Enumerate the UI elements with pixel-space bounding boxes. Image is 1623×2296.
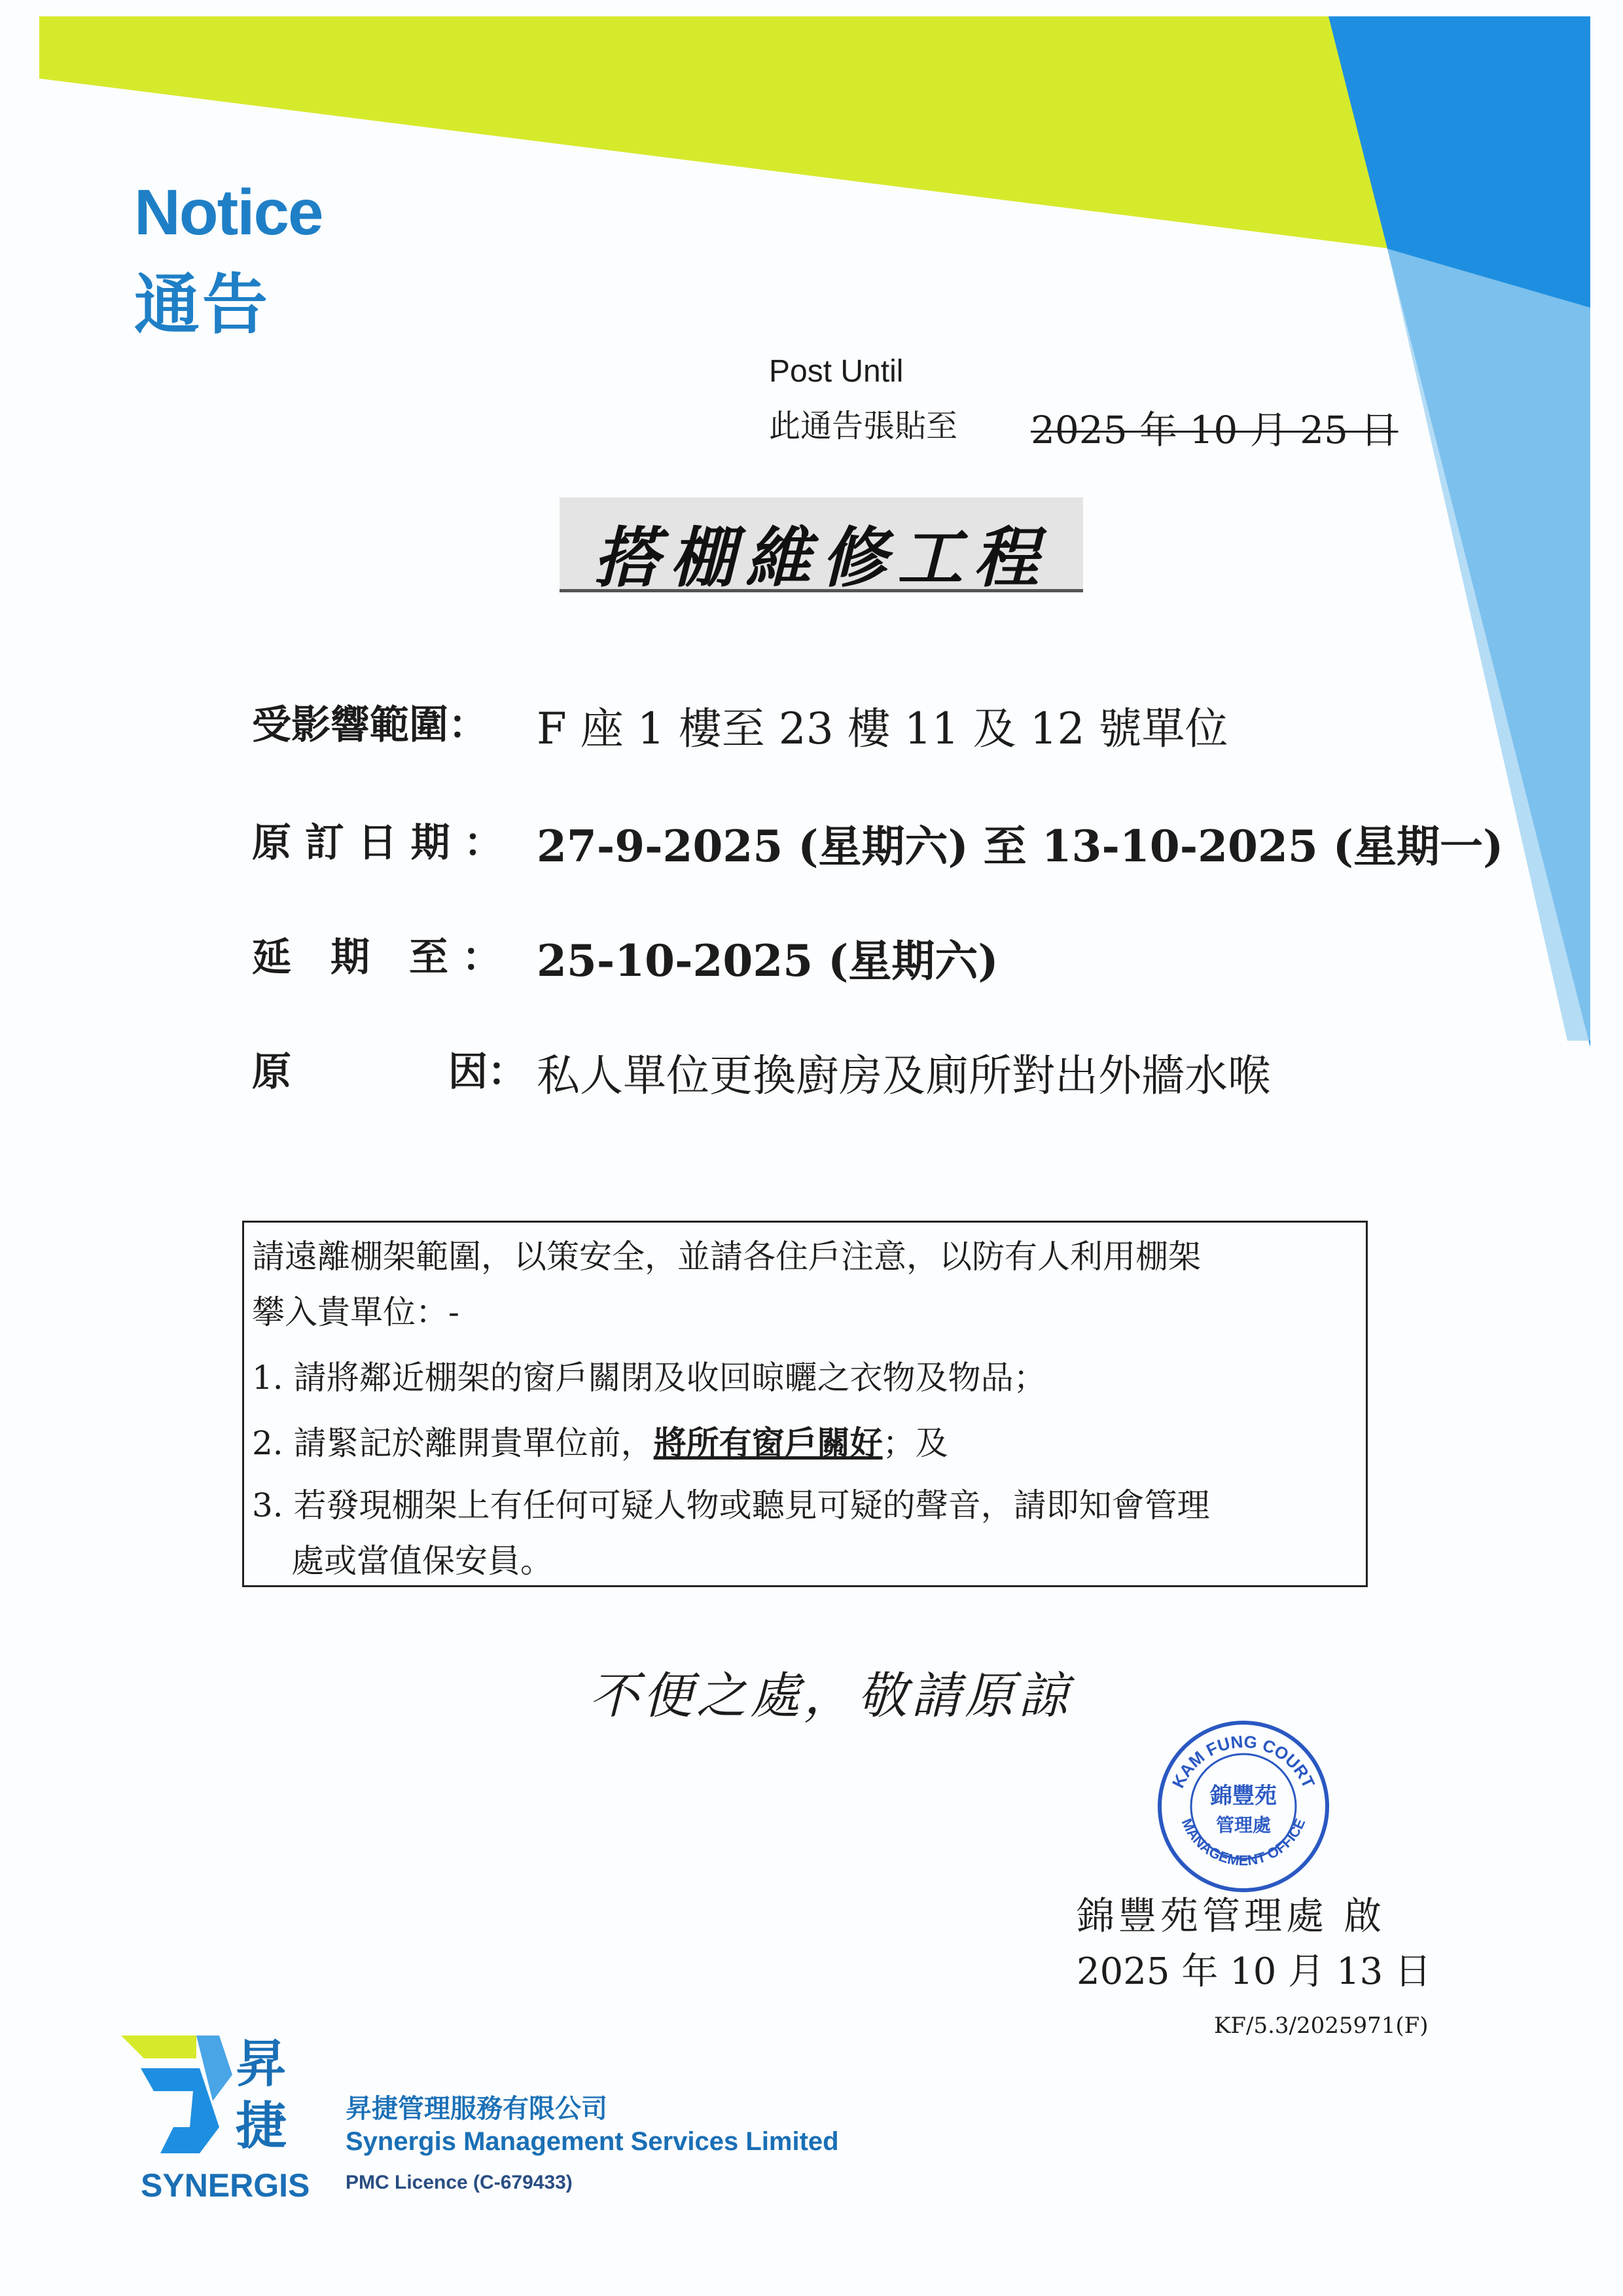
extended-to-label: 延 期 至 ： <box>252 935 501 980</box>
safety-item-2-post: ；及 <box>882 1424 948 1462</box>
company-name-en: Synergis Management Services Limited <box>346 2127 839 2156</box>
apology-text: 不便之處，敬請原諒 <box>589 1666 1072 1725</box>
original-date-value: 27-9-2025 (星期六) 至 13-10-2025 (星期一) <box>537 821 1504 872</box>
safety-item-2 <box>252 1424 948 1463</box>
signer: 錦豐苑管理處 啟 <box>1077 1893 1386 1938</box>
post-until-label-en: Post Until <box>769 354 904 389</box>
notice-title: 搭棚維修工程 <box>594 520 1049 596</box>
management-office-stamp <box>1152 1715 1335 1898</box>
brand-name: SYNERGIS <box>141 2167 310 2204</box>
logo-char-1: 昇 <box>236 2035 287 2094</box>
safety-intro-line1: 請遠離棚架範圍，以策安全，並請各住戶注意，以防有人利用棚架 <box>252 1238 1201 1276</box>
stamp-ring-bottom: MANAGEMENT OFFICE <box>1178 1816 1309 1869</box>
stamp-center-line1: 錦豐苑 <box>1210 1783 1277 1809</box>
logo-char-2: 捷 <box>236 2097 287 2156</box>
safety-item-3-line1: 3. 若發現棚架上有任何可疑人物或聽見可疑的聲音，請即知會管理 <box>252 1486 1210 1524</box>
signature-date: 2025 年 10 月 13 日 <box>1077 1950 1432 1993</box>
safety-item-1: 1. 請將鄰近棚架的窗戶關閉及收回晾曬之衣物及物品； <box>252 1359 1046 1397</box>
safety-item-3-line2: 處或當值保安員。 <box>291 1542 553 1580</box>
reason-value: 私人單位更換廚房及廁所對出外牆水喉 <box>537 1050 1271 1101</box>
company-name-zh: 昇捷管理服務有限公司 <box>346 2094 607 2124</box>
notice-heading-en: Notice <box>134 176 323 248</box>
light-blue-wedge <box>1387 249 1590 1041</box>
stamp-ring-top: KAM FUNG COURT <box>1168 1731 1319 1791</box>
affected-area-value: F 座 1 樓至 23 樓 11 及 12 號單位 <box>537 704 1228 754</box>
extended-to-value: 25-10-2025 (星期六) <box>537 935 999 986</box>
post-until-label-zh: 此通告張貼至 <box>769 408 958 444</box>
notice-heading-zh: 通告 <box>134 266 270 343</box>
reference-number: KF/5.3/2025971(F) <box>1214 2013 1429 2039</box>
reason-label: 原 因： <box>252 1049 527 1095</box>
post-until-date: 2025 年 10 月 25 日 <box>1031 408 1399 452</box>
affected-area-label: 受影響範圍： <box>252 702 488 748</box>
safety-intro-line2: 攀入貴單位：- <box>252 1293 459 1331</box>
safety-item-2-emphasis: 將所有窗戶關好 <box>653 1424 883 1462</box>
stamp-center-line2: 管理處 <box>1215 1814 1272 1836</box>
pmc-licence: PMC Licence (C-679433) <box>346 2172 573 2193</box>
original-date-label: 原 訂 日 期 ： <box>252 820 503 866</box>
safety-item-2-pre: 2. 請緊記於離開貴單位前， <box>252 1424 654 1462</box>
